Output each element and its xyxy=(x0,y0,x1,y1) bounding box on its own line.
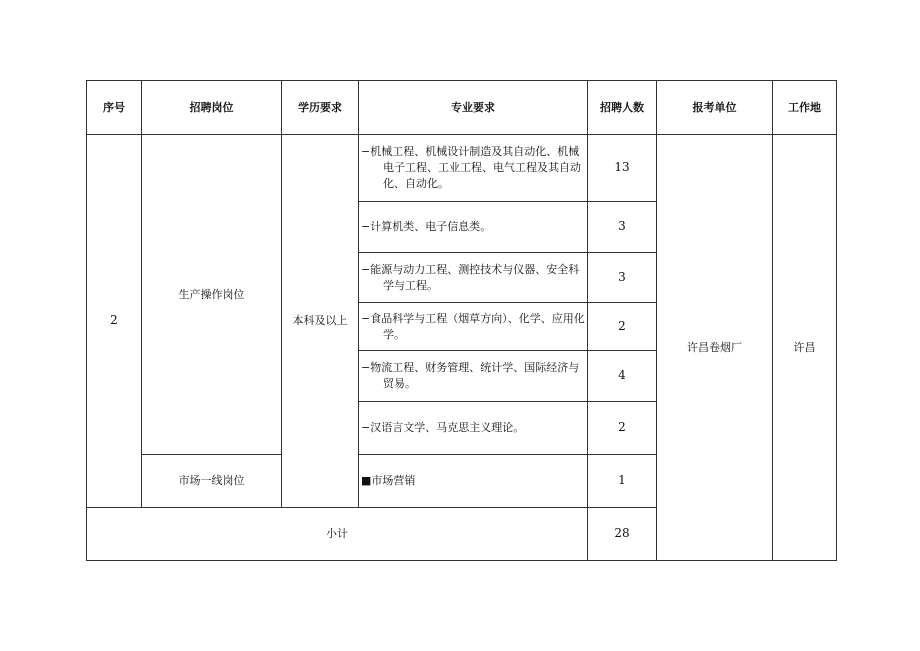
count-cell: 3 xyxy=(588,253,657,303)
major-cell xyxy=(359,303,588,351)
count-cell: 4 xyxy=(588,351,657,402)
major-text: ■市场营销 xyxy=(361,474,416,488)
major-cell xyxy=(359,351,588,402)
unit-cell: 许昌卷烟厂 xyxy=(657,135,773,561)
header-edu: 学历要求 xyxy=(282,81,359,135)
major-text: −物流工程、财务管理、统计学、国际经济与贸易。 xyxy=(361,361,580,390)
subtotal-count: 28 xyxy=(588,508,657,561)
table-row xyxy=(87,135,837,202)
header-count: 招聘人数 xyxy=(588,81,657,135)
count-cell: 13 xyxy=(588,135,657,202)
major-cell xyxy=(359,135,588,202)
major-cell xyxy=(359,455,588,508)
count-cell: 1 xyxy=(588,455,657,508)
header-row xyxy=(87,81,837,135)
subtotal-label: 小计 xyxy=(87,508,588,561)
count-cell: 2 xyxy=(588,402,657,455)
major-text: −能源与动力工程、测控技术与仪器、安全科学与工程。 xyxy=(361,262,580,292)
header-place: 工作地 xyxy=(773,81,837,135)
post-market: 市场一线岗位 xyxy=(142,455,282,508)
place-cell: 许昌 xyxy=(773,135,837,561)
header-major: 专业要求 xyxy=(359,81,588,135)
major-text: −食品科学与工程（烟草方向）、化学、应用化学。 xyxy=(361,311,585,341)
recruitment-table xyxy=(86,80,837,561)
seq-cell: 2 xyxy=(87,135,142,508)
header-seq: 序号 xyxy=(87,81,142,135)
edu-cell: 本科及以上 xyxy=(282,135,359,508)
major-text: −汉语言文学、马克思主义理论。 xyxy=(361,421,525,435)
post-production: 生产操作岗位 xyxy=(142,135,282,455)
major-cell xyxy=(359,402,588,455)
count-cell: 3 xyxy=(588,202,657,253)
header-post: 招聘岗位 xyxy=(142,81,282,135)
major-text: −计算机类、电子信息类。 xyxy=(361,220,492,234)
count-cell: 2 xyxy=(588,303,657,351)
major-cell xyxy=(359,202,588,253)
major-cell xyxy=(359,253,588,303)
major-text: −机械工程、机械设计制造及其自动化、机械电子工程、工业工程、电气工程及其自动化、自动化。 xyxy=(361,145,581,190)
header-unit: 报考单位 xyxy=(657,81,773,135)
